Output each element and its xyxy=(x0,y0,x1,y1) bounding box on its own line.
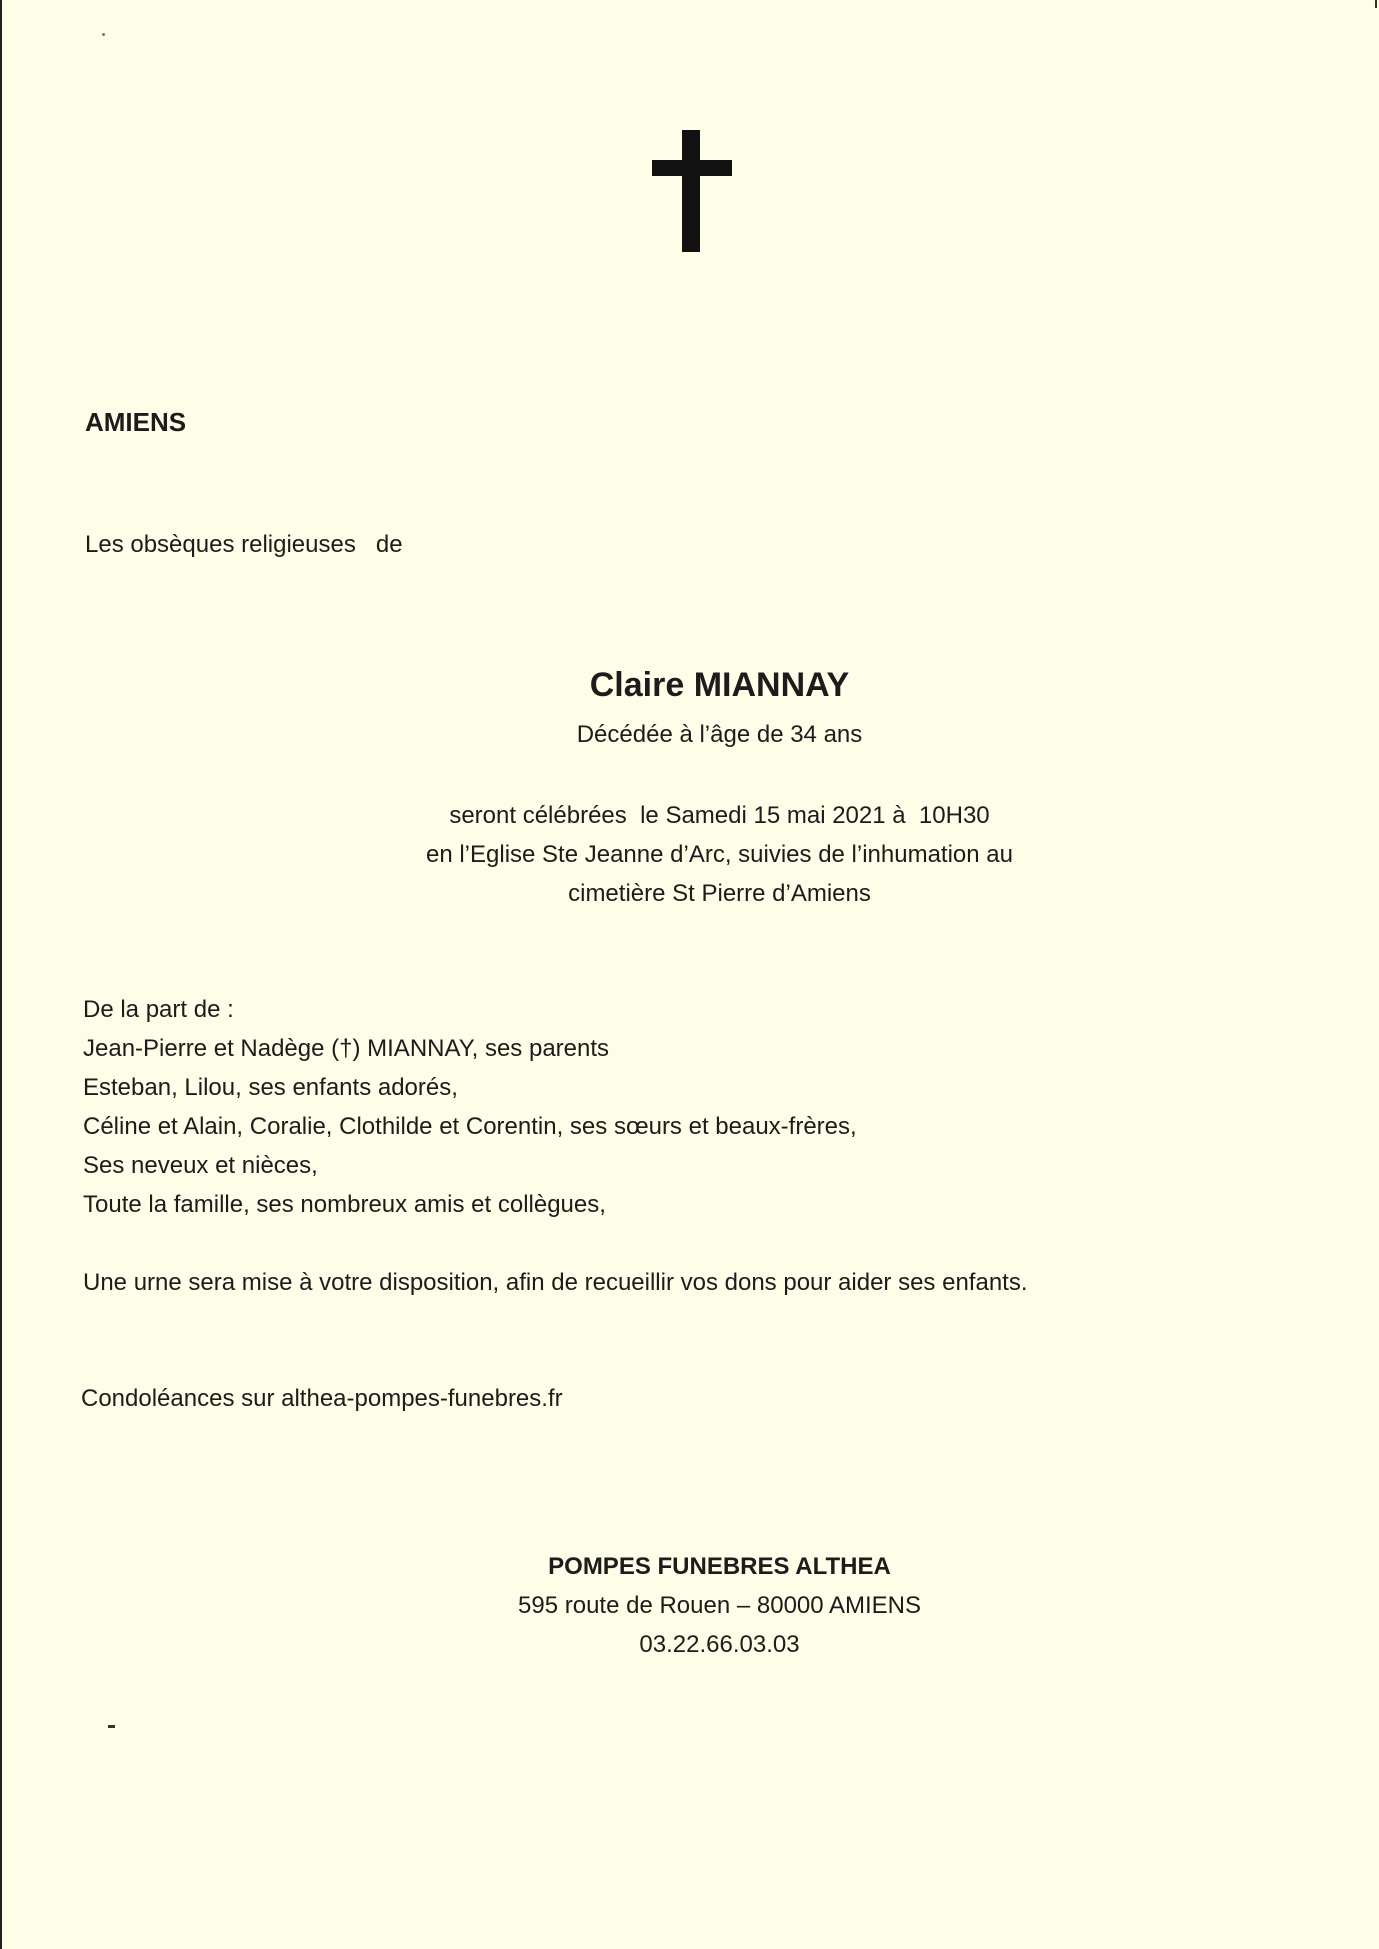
family-line: Esteban, Lilou, ses enfants adorés, xyxy=(83,1074,458,1101)
funeral-home-name: POMPES FUNEBRES ALTHEA xyxy=(548,1553,891,1580)
family-line: De la part de : xyxy=(83,996,234,1023)
urne-notice: Une urne sera mise à votre disposition, afin de recueillir vos dons pour aider ses enfants. xyxy=(83,1269,1028,1296)
scan-edge xyxy=(0,0,2,1949)
funeral-home-address: 595 route de Rouen – 80000 AMIENS xyxy=(518,1592,921,1619)
family-line: Céline et Alain, Coralie, Clothilde et Corentin, ses sœurs et beaux-frères, xyxy=(83,1113,857,1140)
intro-text: Les obsèques religieuses de xyxy=(85,531,403,558)
scan-speck xyxy=(102,33,105,36)
ceremony-details xyxy=(230,796,1209,913)
cross-icon xyxy=(652,130,732,252)
deceased-name: Claire MIANNAY xyxy=(589,666,850,704)
family-list xyxy=(83,990,857,1224)
ceremony-line: cimetière St Pierre d’Amiens xyxy=(568,880,871,907)
city-heading: AMIENS xyxy=(85,407,187,437)
scan-corner-mark xyxy=(1375,0,1377,8)
family-line: Jean-Pierre et Nadège (†) MIANNAY, ses parents xyxy=(83,1035,610,1062)
ceremony-line: en l’Eglise Ste Jeanne d’Arc, suivies de l’inhumation au xyxy=(425,841,1013,868)
family-line: Toute la famille, ses nombreux amis et collègues, xyxy=(83,1191,606,1218)
family-line: Ses neveux et nièces, xyxy=(83,1152,318,1179)
funeral-home-phone: 03.22.66.03.03 xyxy=(639,1631,800,1658)
condolences-notice: Condoléances sur althea-pompes-funebres.fr xyxy=(81,1385,563,1412)
scan-dash xyxy=(108,1725,115,1728)
ceremony-line: seront célébrées le Samedi 15 mai 2021 à 10H30 xyxy=(449,802,990,829)
funeral-home-block xyxy=(230,1547,1209,1664)
age-line: Décédée à l’âge de 34 ans xyxy=(576,721,863,748)
